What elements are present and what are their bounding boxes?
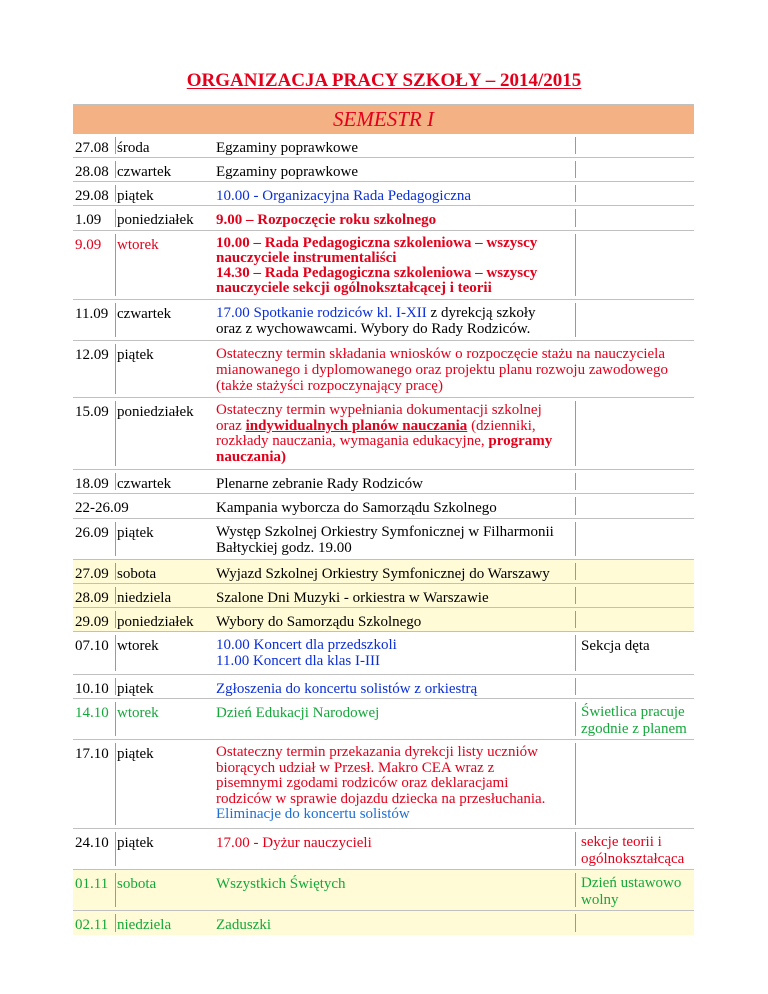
table-row — [73, 206, 694, 231]
table-row — [73, 494, 694, 519]
date-cell: 27.09 — [75, 566, 109, 582]
note-cell: Sekcja dęta — [581, 638, 650, 654]
date-cell: 07.10 — [75, 638, 109, 654]
event-cell: Egzaminy poprawkowe — [216, 140, 359, 156]
table-row — [73, 158, 694, 182]
day-cell: piątek — [117, 746, 154, 762]
date-cell: 10.10 — [75, 681, 109, 697]
date-cell: 18.09 — [75, 476, 109, 492]
event-cell: 17.00 Spotkanie rodziców kl. I-XII z dyrekcją szkoły oraz z wychowawcami. Wybory do Rady Rodziców. — [216, 305, 536, 337]
table-row — [73, 632, 694, 675]
date-cell: 02.11 — [75, 917, 109, 933]
table-row — [73, 300, 694, 341]
event-cell: Ostateczny termin wypełniania dokumentacji szkolnej oraz indywidualnych planów nauczania (dzienniki, rozkłady nauczania, wymagania edukacyjne, programy nauczania) — [216, 402, 553, 465]
event-cell: Wyjazd Szkolnej Orkiestry Symfonicznej do Warszawy — [216, 566, 550, 582]
day-cell: piątek — [117, 525, 154, 541]
day-cell: czwartek — [117, 164, 172, 180]
date-cell: 29.08 — [75, 188, 109, 204]
event-cell: 10.00 - Organizacyjna Rada Pedagogiczna — [216, 188, 472, 204]
event-cell: Dzień Edukacji Narodowej — [216, 705, 380, 721]
date-cell: 26.09 — [75, 525, 109, 541]
table-row — [73, 182, 694, 206]
event-cell: Ostateczny termin przekazania dyrekcji listy uczniów biorących udział w Przesł. Makro CEA wraz z pisemnymi zgodami rodziców oraz deklaracjami rodziców w sprawie dojazdu dziecka na przesłuchania. Eliminacje do koncertu solistów — [216, 744, 546, 822]
table-row — [73, 470, 694, 494]
date-cell: 28.08 — [75, 164, 109, 180]
table-row — [73, 675, 694, 699]
day-cell: niedziela — [117, 917, 172, 933]
event-cell: Wybory do Samorządu Szkolnego — [216, 614, 422, 630]
event-cell: 17.00 - Dyżur nauczycieli — [216, 835, 372, 851]
table-row — [73, 519, 694, 560]
event-cell: Szalone Dni Muzyki - orkiestra w Warszawie — [216, 590, 489, 606]
event-cell: Plenarne zebranie Rady Rodziców — [216, 476, 424, 492]
table-row — [73, 870, 694, 911]
day-cell: poniedziałek — [117, 614, 194, 630]
date-cell: 15.09 — [75, 404, 109, 420]
table-row — [73, 829, 694, 870]
date-cell: 27.08 — [75, 140, 109, 156]
event-cell: 10.00 Koncert dla przedszkoli 11.00 Koncert dla klas I-III — [216, 637, 397, 669]
event-cell: Ostateczny termin składania wniosków o rozpoczęcie stażu na nauczyciela mianowanego i dyplomowanego oraz projektu planu rozwoju zawodowego (także stażyści rozpoczynający pracę) — [216, 346, 668, 394]
date-cell: 14.10 — [75, 705, 109, 721]
table-row — [73, 341, 694, 398]
table-row — [73, 608, 694, 632]
date-cell: 17.10 — [75, 746, 109, 762]
note-cell: Świetlica pracuje zgodnie z planem — [581, 704, 687, 737]
day-cell: poniedziałek — [117, 404, 194, 420]
event-cell: 9.00 – Rozpoczęcie roku szkolnego — [216, 212, 437, 228]
note-cell: sekcje teorii i ogólnokształcąca — [581, 834, 685, 867]
note-cell: Dzień ustawowo wolny — [581, 875, 682, 908]
date-cell: 1.09 — [75, 212, 102, 228]
event-cell: Zgłoszenia do koncertu solistów z orkiestrą — [216, 681, 478, 697]
table-row — [73, 560, 694, 584]
date-cell: 28.09 — [75, 590, 109, 606]
table-row — [73, 134, 694, 158]
table-row — [73, 911, 694, 935]
day-cell: sobota — [117, 566, 157, 582]
day-cell: poniedziałek — [117, 212, 194, 228]
day-cell: piątek — [117, 347, 154, 363]
date-cell: 9.09 — [75, 237, 102, 253]
page-title: ORGANIZACJA PRACY SZKOŁY – 2014/2015 — [186, 70, 582, 91]
table-row — [73, 699, 694, 740]
event-cell: Kampania wyborcza do Samorządu Szkolnego — [216, 500, 497, 516]
table-row — [73, 231, 694, 300]
date-cell: 24.10 — [75, 835, 109, 851]
day-cell: niedziela — [117, 590, 172, 606]
day-cell: piątek — [117, 835, 154, 851]
day-cell: wtorek — [117, 638, 159, 654]
day-cell: wtorek — [117, 237, 159, 253]
table-row — [73, 740, 694, 829]
day-cell: środa — [117, 140, 150, 156]
date-cell: 12.09 — [75, 347, 109, 363]
date-cell: 22-26.09 — [75, 500, 129, 516]
event-cell: Zaduszki — [216, 917, 271, 933]
event-cell: Wszystkich Świętych — [216, 876, 346, 892]
table-row — [73, 398, 694, 470]
day-cell: wtorek — [117, 705, 159, 721]
day-cell: piątek — [117, 188, 154, 204]
date-cell: 29.09 — [75, 614, 109, 630]
semester-header: SEMESTR I — [73, 104, 694, 134]
day-cell: czwartek — [117, 476, 172, 492]
day-cell: piątek — [117, 681, 154, 697]
date-cell: 11.09 — [75, 306, 109, 322]
table-row — [73, 584, 694, 608]
day-cell: sobota — [117, 876, 157, 892]
event-cell: Występ Szkolnej Orkiestry Symfonicznej w Filharmonii Bałtyckiej godz. 19.00 — [216, 524, 554, 556]
date-cell: 01.11 — [75, 876, 109, 892]
event-cell: Egzaminy poprawkowe — [216, 164, 359, 180]
event-cell: 10.00 – Rada Pedagogiczna szkoleniowa – wszyscy nauczyciele instrumentaliści 14.30 – Rada Pedagogiczna szkoleniowa – wszyscy nauczyciele sekcji ogólnokształcącej i teorii — [216, 235, 538, 296]
day-cell: czwartek — [117, 306, 172, 322]
